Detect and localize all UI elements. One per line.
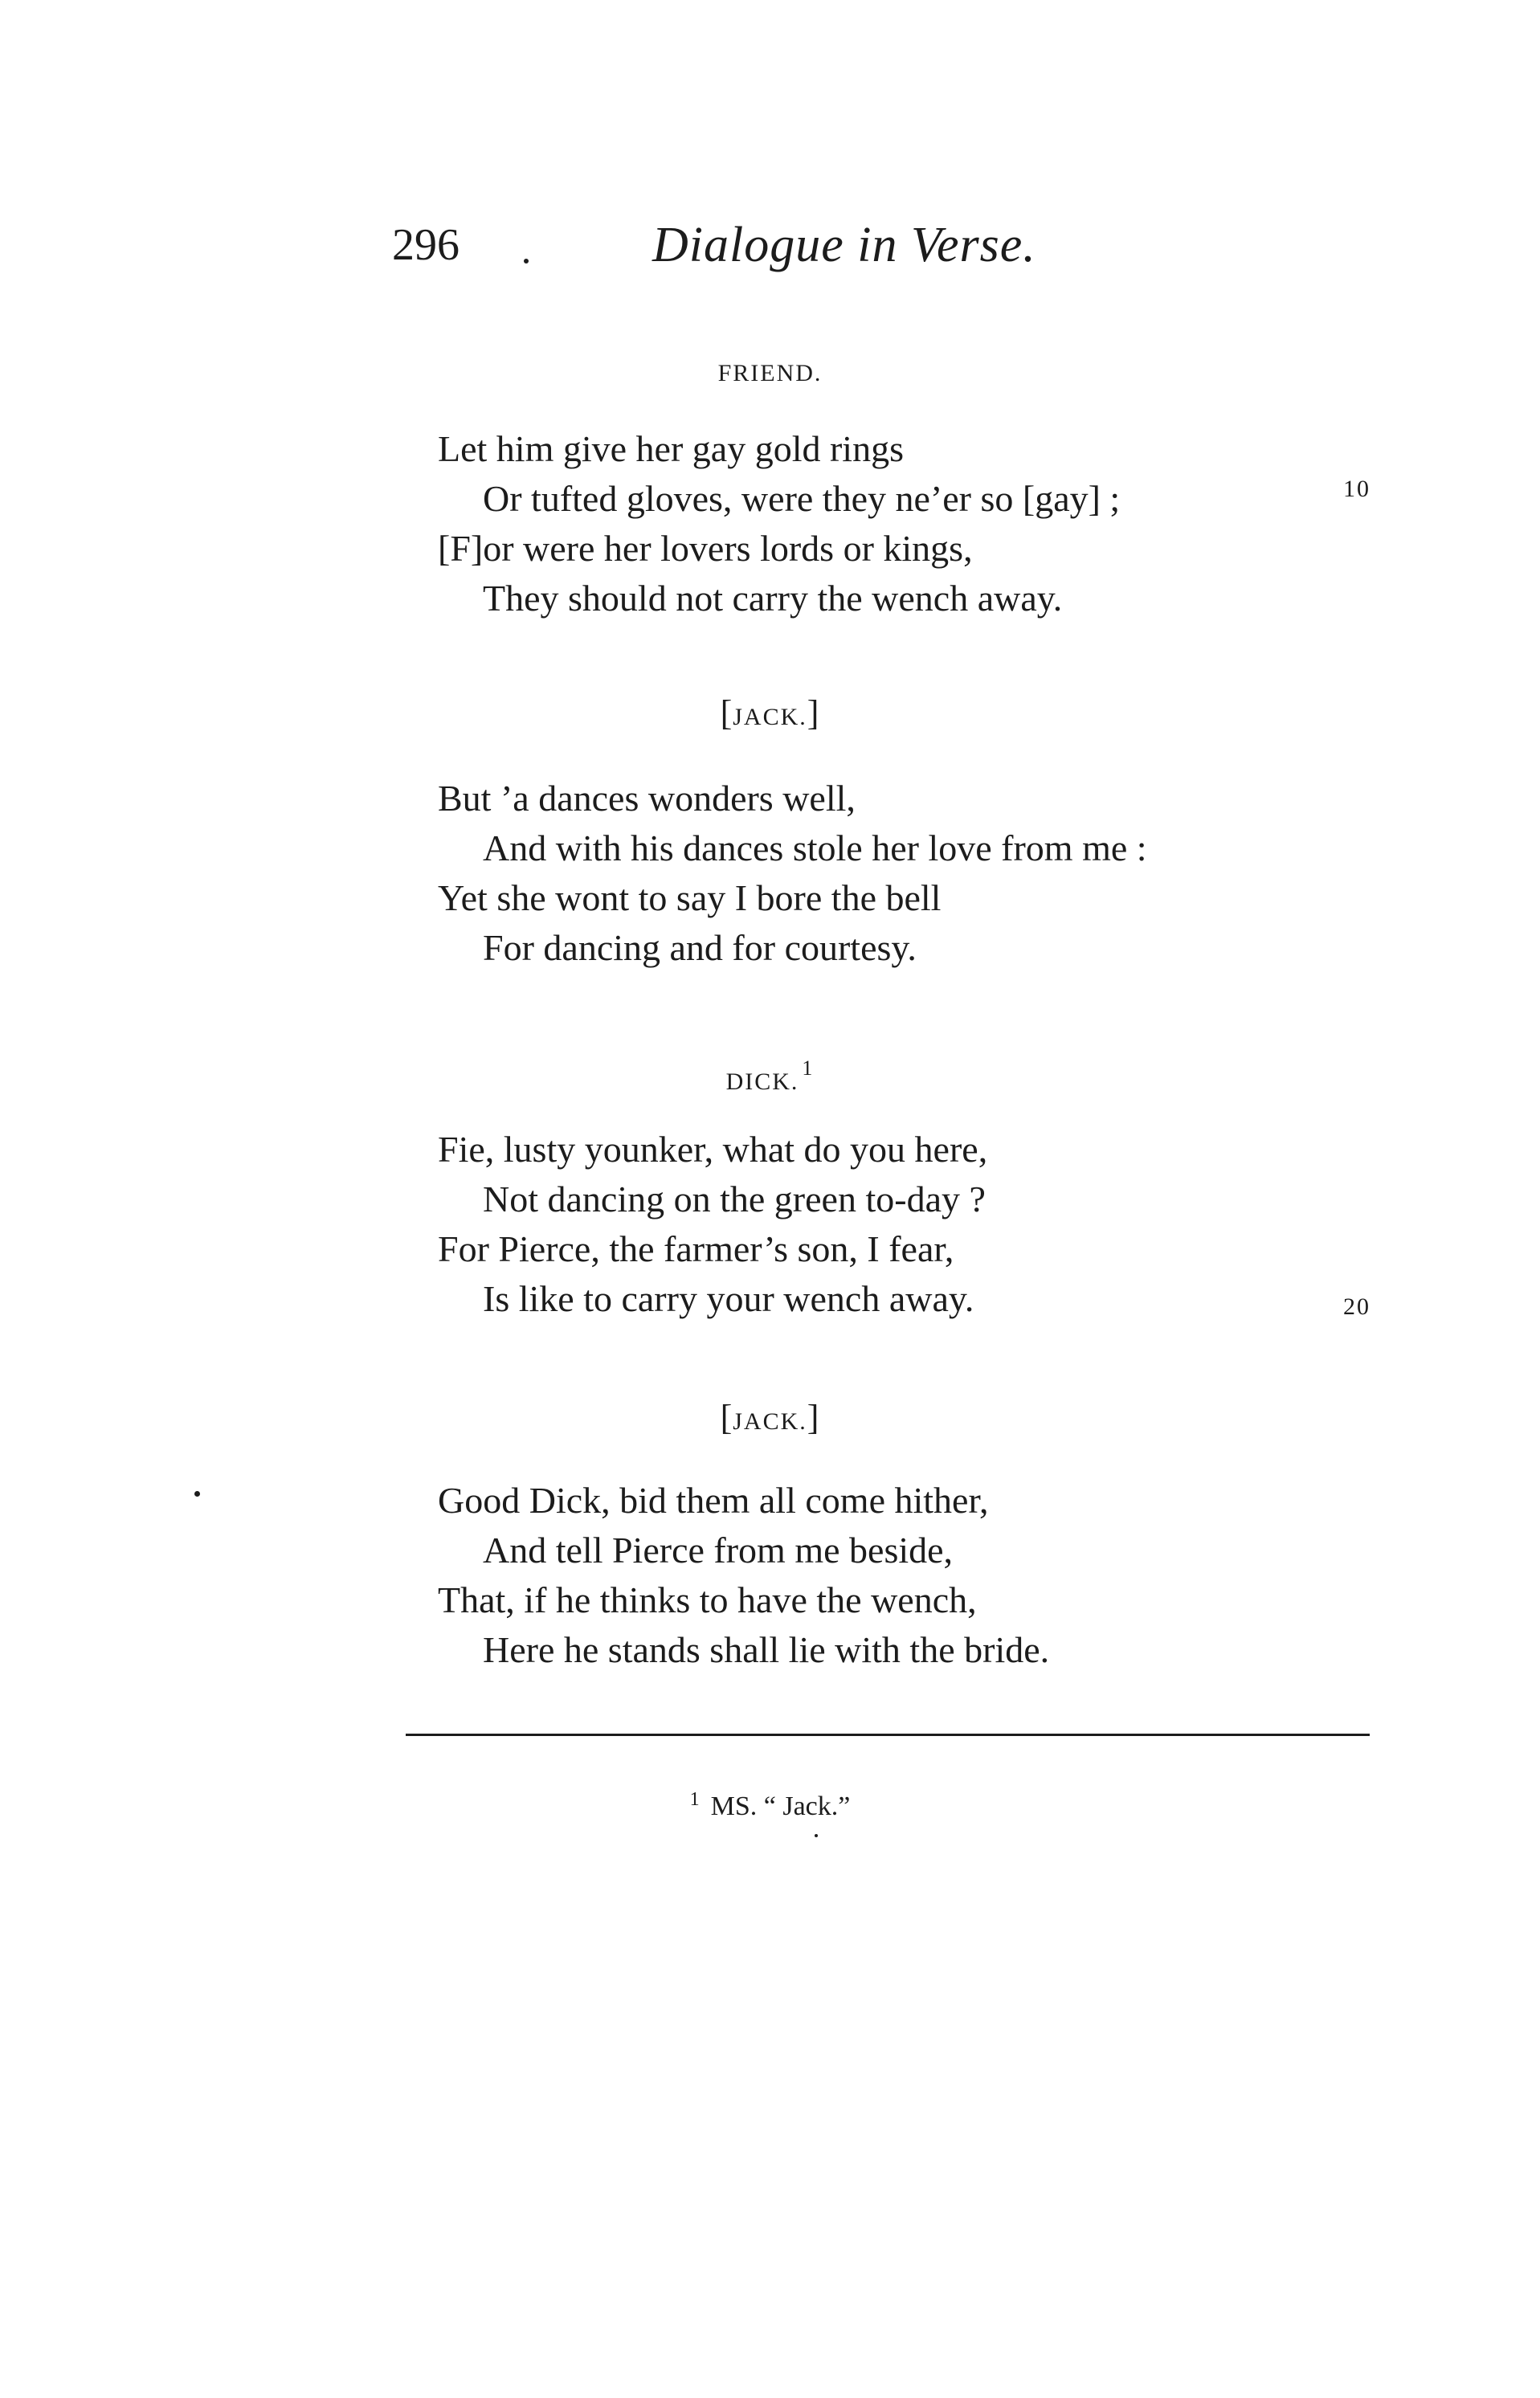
verse-line: For dancing and for courtesy. — [483, 927, 917, 968]
verse-line: Or tufted gloves, were they ne’er so [gay] ; — [483, 478, 1121, 519]
verse-line: Good Dick, bid them all come hither, — [438, 1480, 989, 1521]
speaker-name: DICK. — [725, 1068, 799, 1095]
speaker-dick — [0, 1052, 1540, 1098]
ink-speck — [194, 1491, 200, 1497]
footnote — [0, 1782, 1540, 1824]
page-number: 296 — [392, 220, 460, 270]
verse-line: Fie, lusty younker, what do you here, — [438, 1129, 988, 1170]
speaker-jack — [0, 693, 1540, 733]
verse-line: And tell Pierce from me beside, — [483, 1530, 954, 1571]
verse-line: Yet she wont to say I bore the bell — [438, 877, 942, 918]
stanza-jack-1 — [438, 774, 1402, 973]
ink-speck — [524, 259, 529, 263]
line-number-10: 10 — [1343, 476, 1370, 502]
speaker-name: JACK. — [733, 1408, 807, 1435]
speaker-jack — [0, 1398, 1540, 1438]
footnote-rule — [406, 1734, 1370, 1736]
footnote-reference: 1 — [802, 1056, 815, 1080]
verse-line: Here he stands shall lie with the bride. — [483, 1629, 1050, 1670]
ink-speck — [815, 1834, 818, 1837]
verse-line: But ’a dances wonders well, — [438, 778, 856, 819]
speaker-name: JACK. — [733, 704, 807, 730]
footnote-text: MS. “ Jack.” — [710, 1791, 851, 1821]
speaker-friend: FRIEND. — [717, 360, 823, 386]
verse-line: Not dancing on the green to-day ? — [483, 1179, 986, 1219]
bracket-close: ] — [807, 693, 820, 733]
stanza-dick — [438, 1125, 1402, 1324]
verse-line: [F]or were her lovers lords or kings, — [438, 528, 973, 569]
verse-line: Let him give her gay gold rings — [438, 428, 904, 469]
stanza-friend — [438, 424, 1402, 623]
footnote-mark: 1 — [689, 1789, 700, 1810]
bracket-open: [ — [720, 693, 733, 733]
running-title: Dialogue in Verse. — [652, 218, 1036, 272]
bracket-open: [ — [720, 1398, 733, 1437]
line-number-20: 20 — [1343, 1293, 1370, 1320]
verse-line: That, if he thinks to have the wench, — [438, 1579, 977, 1620]
verse-line: And with his dances stole her love from me : — [483, 827, 1147, 868]
verse-line: They should not carry the wench away. — [483, 578, 1063, 619]
verse-line: Is like to carry your wench away. — [483, 1278, 974, 1319]
bracket-close: ] — [807, 1398, 820, 1437]
stanza-jack-2 — [438, 1476, 1402, 1675]
verse-line: For Pierce, the farmer’s son, I fear, — [438, 1228, 954, 1269]
